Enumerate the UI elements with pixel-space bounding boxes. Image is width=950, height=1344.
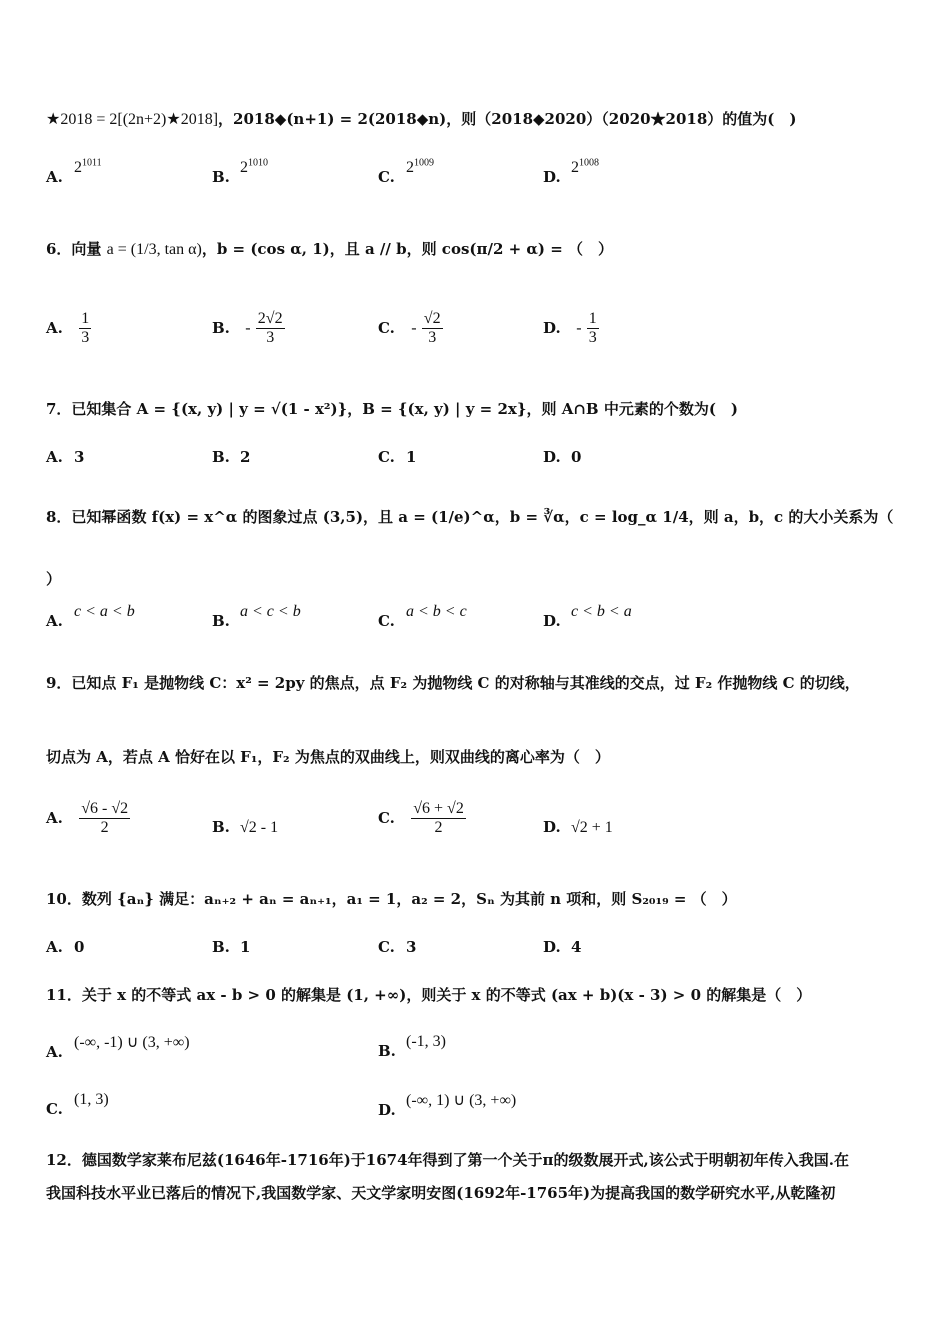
q10-option-d[interactable] xyxy=(543,938,581,956)
option-label: A. xyxy=(46,808,63,827)
q11-stem: 11．关于 x 的不等式 ax - b > 0 的解集是 (1, +∞)，则关于 x 的不等式 (ax + b)(x - 3) > 0 的解集是（ ） xyxy=(46,986,812,1004)
option-value: $2^{1009}$ xyxy=(406,158,434,177)
q10-option-b[interactable] xyxy=(212,938,250,956)
option-fraction: $\frac{2√2}{3}$ xyxy=(257,310,283,346)
option-fraction: $\frac{1}{3}$ xyxy=(81,310,90,346)
q6-option-b[interactable] xyxy=(212,310,285,347)
option-fraction: $\frac{√6 + √2}{2}$ xyxy=(413,800,464,836)
option-label: A. xyxy=(46,168,63,187)
option-value: $2^{1011}$ xyxy=(74,158,102,177)
option-value: (-∞, -1) ∪ (3, +∞) xyxy=(74,1034,190,1051)
option-value: 1 xyxy=(240,938,251,956)
q9-option-c[interactable] xyxy=(378,800,466,837)
q11-option-d[interactable] xyxy=(378,1092,517,1120)
option-value: √2 - 1 xyxy=(240,819,279,836)
option-label: C. xyxy=(378,612,395,630)
option-label: D. xyxy=(543,938,561,956)
option-value: (-∞, 1) ∪ (3, +∞) xyxy=(406,1092,517,1109)
q9-option-b[interactable] xyxy=(212,818,278,837)
q6-option-a[interactable] xyxy=(46,310,91,347)
option-value: (-1, 3) xyxy=(406,1033,446,1050)
q9-stem-line1: 9．已知点 F₁ 是抛物线 C：x² = 2py 的焦点，点 F₂ 为抛物线 C 的对称轴与其准线的交点，过 F₂ 作抛物线 C 的切线， xyxy=(46,674,860,692)
q6-stem xyxy=(46,238,613,259)
q5-stem-text: ，2018◆(n+1) = 2(2018◆n)，则（2018◆2020）（2020★2018）的值为( ) xyxy=(218,110,797,128)
option-label: C. xyxy=(378,938,395,956)
option-value: c < a < b xyxy=(74,603,135,620)
q6-option-c[interactable] xyxy=(378,310,443,347)
option-label: C. xyxy=(378,808,395,827)
option-value: a < c < b xyxy=(240,603,301,620)
option-label: B. xyxy=(212,818,230,836)
option-value: 3 xyxy=(74,448,85,466)
q12-stem xyxy=(46,1144,906,1210)
q6-option-d[interactable] xyxy=(543,310,599,347)
q5-option-d[interactable] xyxy=(543,158,599,187)
q10-stem: 10．数列 {aₙ} 满足：aₙ₊₂ + aₙ = aₙ₊₁，a₁ = 1，a₂ = 2，Sₙ 为其前 n 项和，则 S₂₀₁₉ = （ ） xyxy=(46,890,737,908)
q9-option-d[interactable] xyxy=(543,818,613,837)
q7-option-c[interactable] xyxy=(378,448,416,466)
option-label: D. xyxy=(543,318,561,337)
q5-option-a[interactable] xyxy=(46,158,102,187)
q5-option-c[interactable] xyxy=(378,158,434,187)
option-label: C. xyxy=(46,1100,63,1118)
q12-line-2: 我国科技水平业已落后的情况下,我国数学家、天文学家明安图(1692年-1765年)为提高我国的数学研究水平,从乾隆初 xyxy=(46,1184,836,1202)
option-value: $2^{1010}$ xyxy=(240,158,268,177)
option-value: 2 xyxy=(240,448,251,466)
option-fraction: $\frac{√6 - √2}{2}$ xyxy=(81,800,129,836)
option-value: (1, 3) xyxy=(74,1091,109,1108)
q8-stem-end: ） xyxy=(46,570,62,588)
option-value: 0 xyxy=(74,938,85,956)
option-label: B. xyxy=(212,318,230,337)
option-sign: - xyxy=(411,319,417,337)
option-label: D. xyxy=(543,448,561,466)
option-value: $2^{1008}$ xyxy=(571,158,599,177)
option-label: A. xyxy=(46,318,63,337)
q6-stem-lead: 6．向量 xyxy=(46,240,102,258)
option-label: B. xyxy=(212,938,230,956)
option-label: C. xyxy=(378,318,395,337)
option-label: D. xyxy=(543,818,561,836)
option-sign: - xyxy=(245,319,251,337)
q7-option-b[interactable] xyxy=(212,448,250,466)
option-label: A. xyxy=(46,938,63,956)
q6-stem-rest: ，b = (cos α, 1)，且 a // b，则 cos(π/2 + α) = （ ） xyxy=(201,240,614,258)
q11-option-a[interactable] xyxy=(46,1034,190,1062)
q6-vector-a: a = (1/3, tan α) xyxy=(106,241,202,258)
q8-option-d[interactable] xyxy=(543,603,632,631)
q12-line-1: 12．德国数学家莱布尼兹(1646年-1716年)于1674年得到了第一个关于π的级数展开式,该公式于明朝初年传入我国.在 xyxy=(46,1151,849,1169)
option-label: D. xyxy=(543,168,561,187)
option-label: A. xyxy=(46,612,63,630)
option-fraction: $\frac{√2}{3}$ xyxy=(423,310,441,346)
option-value: c < b < a xyxy=(571,603,632,620)
q9-option-a[interactable] xyxy=(46,800,130,837)
q8-stem: 8．已知幂函数 f(x) = x^α 的图象过点 (3,5)，且 a = (1/e)^α，b = ∛α，c = log_α 1/4，则 a，b，c 的大小关系为（ xyxy=(46,508,894,526)
option-label: A. xyxy=(46,1043,63,1061)
q8-option-a[interactable] xyxy=(46,603,135,631)
option-value: 0 xyxy=(571,448,582,466)
q5-stem xyxy=(46,108,797,129)
q5-option-b[interactable] xyxy=(212,158,268,187)
option-value: √2 + 1 xyxy=(571,819,613,836)
q11-option-b[interactable] xyxy=(378,1033,446,1061)
option-sign: - xyxy=(576,319,582,337)
q7-option-d[interactable] xyxy=(543,448,581,466)
option-label: D. xyxy=(543,612,561,630)
q8-option-b[interactable] xyxy=(212,603,301,631)
option-value: 1 xyxy=(406,448,417,466)
option-label: C. xyxy=(378,168,395,187)
option-value: 4 xyxy=(571,938,582,956)
q7-option-a[interactable] xyxy=(46,448,84,466)
option-label: B. xyxy=(212,448,230,466)
q7-stem: 7．已知集合 A = {(x, y) | y = √(1 - x²)}，B = {(x, y) | y = 2x}，则 A∩B 中元素的个数为( ) xyxy=(46,400,739,418)
option-label: B. xyxy=(378,1042,396,1060)
q11-option-c[interactable] xyxy=(46,1091,109,1119)
option-label: B. xyxy=(212,168,230,187)
option-fraction: $\frac{1}{3}$ xyxy=(588,310,597,346)
q9-stem-line2: 切点为 A，若点 A 恰好在以 F₁，F₂ 为焦点的双曲线上，则双曲线的离心率为（ ） xyxy=(46,748,610,766)
q10-option-a[interactable] xyxy=(46,938,84,956)
option-value: 3 xyxy=(406,938,417,956)
q8-option-c[interactable] xyxy=(378,603,467,631)
option-label: D. xyxy=(378,1101,396,1119)
option-label: A. xyxy=(46,448,63,466)
q10-option-c[interactable] xyxy=(378,938,416,956)
option-label: C. xyxy=(378,448,395,466)
q5-stem-formula: ★2018 = 2[(2n+2)★2018] xyxy=(46,111,219,128)
option-label: B. xyxy=(212,612,230,630)
option-value: a < b < c xyxy=(406,603,467,620)
